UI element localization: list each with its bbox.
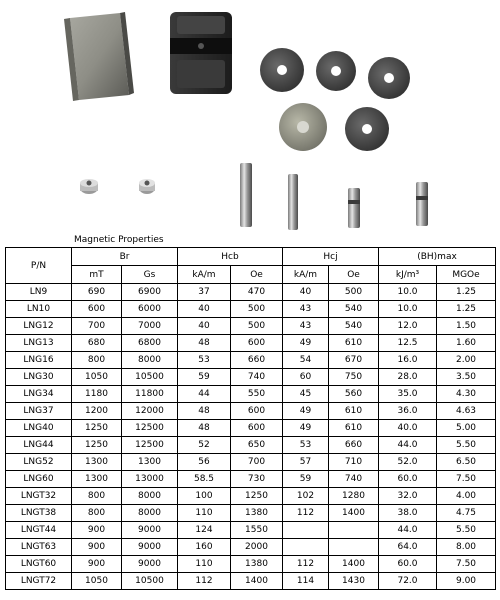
value-cell: 28.0 <box>379 369 437 386</box>
value-cell: 1430 <box>329 573 379 590</box>
value-cell: 43 <box>283 301 329 318</box>
ferrite-magnet-image <box>170 12 232 94</box>
value-cell: 57 <box>283 454 329 471</box>
value-cell: 9000 <box>122 522 178 539</box>
value-cell: 8000 <box>122 488 178 505</box>
value-cell: 700 <box>72 318 122 335</box>
value-cell: 12500 <box>122 437 178 454</box>
value-cell: 1300 <box>72 471 122 488</box>
value-cell: 59 <box>283 471 329 488</box>
bhmax-header: (BH)max <box>379 248 496 266</box>
value-cell: 44.0 <box>379 437 437 454</box>
value-cell: 8000 <box>122 505 178 522</box>
unit-header: kA/m <box>178 266 231 284</box>
value-cell: 7.50 <box>437 556 496 573</box>
alnico-block-image <box>64 12 134 101</box>
table-row <box>6 369 496 386</box>
value-cell: 10.0 <box>379 301 437 318</box>
value-cell: 112 <box>283 556 329 573</box>
value-cell: 900 <box>72 522 122 539</box>
table-row <box>6 301 496 318</box>
value-cell: 7.50 <box>437 471 496 488</box>
value-cell: 110 <box>178 505 231 522</box>
table-row <box>6 488 496 505</box>
value-cell: 470 <box>231 284 283 301</box>
magnet-samples-photo <box>0 0 500 236</box>
value-cell: 610 <box>329 420 379 437</box>
value-cell: 740 <box>231 369 283 386</box>
value-cell: 60.0 <box>379 556 437 573</box>
table-row <box>6 471 496 488</box>
value-cell: 40 <box>283 284 329 301</box>
value-cell: 500 <box>231 318 283 335</box>
unit-header: Oe <box>329 266 379 284</box>
value-cell: 100 <box>178 488 231 505</box>
part-number-cell: LN10 <box>6 301 72 318</box>
value-cell: 48 <box>178 335 231 352</box>
value-cell: 1380 <box>231 556 283 573</box>
value-cell: 10500 <box>122 369 178 386</box>
value-cell: 660 <box>231 352 283 369</box>
value-cell: 38.0 <box>379 505 437 522</box>
unit-header: kJ/m³ <box>379 266 437 284</box>
ring-magnet-image <box>316 51 356 91</box>
part-number-cell: LNGT60 <box>6 556 72 573</box>
value-cell: 8000 <box>122 352 178 369</box>
value-cell: 710 <box>329 454 379 471</box>
value-cell: 600 <box>231 403 283 420</box>
rod-magnet-image <box>348 188 360 228</box>
pn-header: P/N <box>6 248 72 284</box>
value-cell: 44.0 <box>379 522 437 539</box>
value-cell: 6000 <box>122 301 178 318</box>
table-row <box>6 539 496 556</box>
value-cell: 11800 <box>122 386 178 403</box>
value-cell: 1550 <box>231 522 283 539</box>
value-cell: 7000 <box>122 318 178 335</box>
value-cell: 800 <box>72 352 122 369</box>
value-cell: 650 <box>231 437 283 454</box>
value-cell: 750 <box>329 369 379 386</box>
value-cell: 54 <box>283 352 329 369</box>
value-cell: 4.00 <box>437 488 496 505</box>
value-cell: 1400 <box>329 505 379 522</box>
table-row <box>6 403 496 420</box>
value-cell: 6900 <box>122 284 178 301</box>
value-cell <box>329 522 379 539</box>
value-cell: 40 <box>178 318 231 335</box>
table-row <box>6 352 496 369</box>
table-row <box>6 284 496 301</box>
value-cell: 1200 <box>72 403 122 420</box>
value-cell: 1400 <box>231 573 283 590</box>
unit-header: Gs <box>122 266 178 284</box>
table-row <box>6 420 496 437</box>
value-cell: 1.50 <box>437 318 496 335</box>
part-number-cell: LNG52 <box>6 454 72 471</box>
value-cell: 48 <box>178 403 231 420</box>
part-number-cell: LNGT38 <box>6 505 72 522</box>
value-cell: 43 <box>283 318 329 335</box>
hcj-header: Hcj <box>283 248 379 266</box>
small-pin-magnet-image <box>80 179 98 194</box>
value-cell: 56 <box>178 454 231 471</box>
br-header: Br <box>72 248 178 266</box>
value-cell: 4.63 <box>437 403 496 420</box>
value-cell: 53 <box>283 437 329 454</box>
table-row <box>6 318 496 335</box>
value-cell: 1.25 <box>437 301 496 318</box>
value-cell: 16.0 <box>379 352 437 369</box>
value-cell: 1050 <box>72 573 122 590</box>
value-cell: 1250 <box>72 437 122 454</box>
unit-header: Oe <box>231 266 283 284</box>
value-cell: 600 <box>72 301 122 318</box>
value-cell: 1300 <box>122 454 178 471</box>
value-cell: 730 <box>231 471 283 488</box>
value-cell: 40.0 <box>379 420 437 437</box>
value-cell: 102 <box>283 488 329 505</box>
value-cell: 1.60 <box>437 335 496 352</box>
value-cell: 5.50 <box>437 522 496 539</box>
value-cell: 64.0 <box>379 539 437 556</box>
table-row <box>6 454 496 471</box>
small-pin-magnet-image <box>139 179 155 194</box>
value-cell: 60 <box>283 369 329 386</box>
value-cell: 3.50 <box>437 369 496 386</box>
value-cell: 690 <box>72 284 122 301</box>
unit-header: kA/m <box>283 266 329 284</box>
magnetic-properties-table <box>5 247 496 590</box>
value-cell: 2000 <box>231 539 283 556</box>
value-cell: 35.0 <box>379 386 437 403</box>
ring-magnet-image <box>279 103 327 151</box>
value-cell <box>283 539 329 556</box>
value-cell: 700 <box>231 454 283 471</box>
value-cell: 660 <box>329 437 379 454</box>
value-cell: 52.0 <box>379 454 437 471</box>
value-cell: 900 <box>72 556 122 573</box>
value-cell: 9000 <box>122 539 178 556</box>
part-number-cell: LNGT72 <box>6 573 72 590</box>
value-cell: 6.50 <box>437 454 496 471</box>
part-number-cell: LNG16 <box>6 352 72 369</box>
value-cell: 9.00 <box>437 573 496 590</box>
ring-magnet-image <box>368 57 410 99</box>
value-cell: 740 <box>329 471 379 488</box>
value-cell: 680 <box>72 335 122 352</box>
value-cell: 900 <box>72 539 122 556</box>
value-cell: 8.00 <box>437 539 496 556</box>
value-cell: 610 <box>329 335 379 352</box>
value-cell: 800 <box>72 488 122 505</box>
value-cell: 9000 <box>122 556 178 573</box>
value-cell: 44 <box>178 386 231 403</box>
value-cell: 500 <box>231 301 283 318</box>
part-number-cell: LNG44 <box>6 437 72 454</box>
value-cell: 800 <box>72 505 122 522</box>
value-cell: 610 <box>329 403 379 420</box>
part-number-cell: LNG13 <box>6 335 72 352</box>
value-cell: 32.0 <box>379 488 437 505</box>
ring-magnet-image <box>260 48 304 92</box>
table-row <box>6 386 496 403</box>
value-cell: 112 <box>178 573 231 590</box>
part-number-cell: LNGT63 <box>6 539 72 556</box>
rod-magnet-image <box>288 174 298 230</box>
value-cell: 1250 <box>72 420 122 437</box>
value-cell: 1.25 <box>437 284 496 301</box>
value-cell: 36.0 <box>379 403 437 420</box>
part-number-cell: LNG60 <box>6 471 72 488</box>
value-cell: 114 <box>283 573 329 590</box>
table-row <box>6 522 496 539</box>
value-cell: 540 <box>329 318 379 335</box>
part-number-cell: LNGT32 <box>6 488 72 505</box>
value-cell: 12500 <box>122 420 178 437</box>
rod-magnet-image <box>416 182 428 226</box>
value-cell: 124 <box>178 522 231 539</box>
value-cell: 5.00 <box>437 420 496 437</box>
value-cell: 600 <box>231 335 283 352</box>
part-number-cell: LNG40 <box>6 420 72 437</box>
value-cell: 53 <box>178 352 231 369</box>
value-cell: 550 <box>231 386 283 403</box>
value-cell: 6800 <box>122 335 178 352</box>
table-row <box>6 437 496 454</box>
value-cell: 1300 <box>72 454 122 471</box>
value-cell: 49 <box>283 335 329 352</box>
value-cell: 49 <box>283 403 329 420</box>
value-cell: 13000 <box>122 471 178 488</box>
part-number-cell: LNG30 <box>6 369 72 386</box>
value-cell: 4.30 <box>437 386 496 403</box>
value-cell: 110 <box>178 556 231 573</box>
value-cell <box>283 522 329 539</box>
value-cell: 48 <box>178 420 231 437</box>
value-cell: 49 <box>283 420 329 437</box>
value-cell: 10500 <box>122 573 178 590</box>
part-number-cell: LNG12 <box>6 318 72 335</box>
value-cell: 1250 <box>231 488 283 505</box>
hcb-header: Hcb <box>178 248 283 266</box>
value-cell: 10.0 <box>379 284 437 301</box>
value-cell: 600 <box>231 420 283 437</box>
value-cell: 5.50 <box>437 437 496 454</box>
unit-header: MGOe <box>437 266 496 284</box>
value-cell: 540 <box>329 301 379 318</box>
value-cell: 1050 <box>72 369 122 386</box>
table-caption: Magnetic Properties <box>74 235 164 245</box>
value-cell: 52 <box>178 437 231 454</box>
value-cell: 1280 <box>329 488 379 505</box>
value-cell: 12000 <box>122 403 178 420</box>
value-cell: 112 <box>283 505 329 522</box>
value-cell: 58.5 <box>178 471 231 488</box>
value-cell: 72.0 <box>379 573 437 590</box>
value-cell: 45 <box>283 386 329 403</box>
value-cell: 12.0 <box>379 318 437 335</box>
value-cell: 12.5 <box>379 335 437 352</box>
rod-magnet-image <box>240 163 252 227</box>
value-cell: 160 <box>178 539 231 556</box>
ring-magnet-image <box>345 107 389 151</box>
value-cell: 500 <box>329 284 379 301</box>
value-cell: 2.00 <box>437 352 496 369</box>
value-cell: 560 <box>329 386 379 403</box>
table-row <box>6 505 496 522</box>
value-cell: 1400 <box>329 556 379 573</box>
value-cell: 60.0 <box>379 471 437 488</box>
value-cell: 1180 <box>72 386 122 403</box>
value-cell: 37 <box>178 284 231 301</box>
part-number-cell: LNGT44 <box>6 522 72 539</box>
value-cell: 59 <box>178 369 231 386</box>
unit-header: mT <box>72 266 122 284</box>
table-row <box>6 556 496 573</box>
part-number-cell: LN9 <box>6 284 72 301</box>
value-cell: 4.75 <box>437 505 496 522</box>
table-row <box>6 573 496 590</box>
table-row <box>6 335 496 352</box>
part-number-cell: LNG34 <box>6 386 72 403</box>
value-cell <box>329 539 379 556</box>
part-number-cell: LNG37 <box>6 403 72 420</box>
value-cell: 670 <box>329 352 379 369</box>
value-cell: 40 <box>178 301 231 318</box>
value-cell: 1380 <box>231 505 283 522</box>
